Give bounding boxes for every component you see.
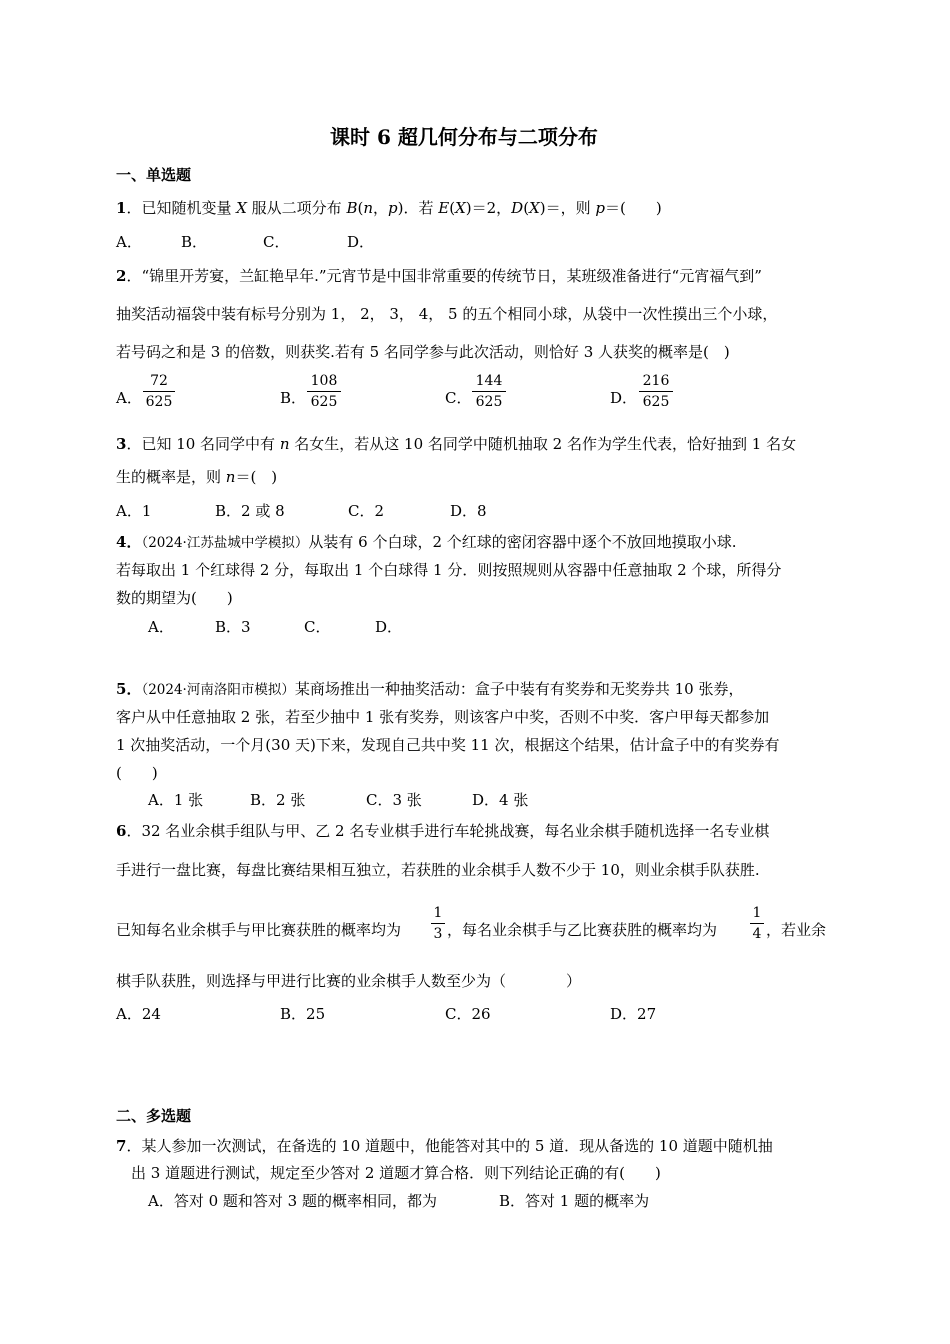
q1-text: )．若: [397, 199, 439, 217]
question-number: 6: [116, 822, 127, 840]
q1-var: D: [511, 199, 524, 217]
q1-var: B: [346, 199, 358, 217]
denominator: 625: [145, 394, 173, 410]
q3-option-c: C．2: [348, 502, 385, 520]
q1-text: )＝2，: [465, 199, 512, 217]
q6-fraction-2: [750, 906, 764, 941]
q1-var: p: [595, 199, 605, 217]
number-dot: ．: [126, 533, 142, 551]
q2-text: ．“锦里开芳宴，兰缸艳早年.”元宵节是中国非常重要的传统节日，某班级准备进行“元宵福气到”: [126, 267, 762, 285]
q4-option-c: C．: [304, 618, 331, 636]
q3-option-a: A．1: [116, 502, 152, 520]
q4-source: （2024·江苏盐城中学模拟）: [141, 535, 309, 551]
question-number: 2: [116, 267, 127, 285]
q6-text: ．32 名业余棋手组队与甲、乙 2 名专业棋手进行车轮挑战赛，每名业余棋手随机选择一名专业棋: [126, 822, 770, 840]
question-5-line-1: [116, 680, 744, 698]
q6-fraction-1: [431, 906, 445, 941]
q2-option-d-fraction: [639, 374, 673, 409]
q7-option-a: A．答对 0 题和答对 3 题的概率相同，都为: [148, 1192, 437, 1210]
q1-var: X: [529, 199, 540, 217]
q2-option-a-fraction: [143, 374, 175, 409]
question-2-line-1: [116, 267, 762, 285]
question-number: 3: [116, 435, 127, 453]
q1-text: ．已知随机变量: [126, 199, 237, 217]
question-6-line-2: 手进行一盘比赛，每盘比赛结果相互独立，若获胜的业余棋手人数不少于 10，则业余棋手队获胜.: [116, 861, 760, 879]
q6-option-b: B．25: [280, 1005, 326, 1023]
question-4-line-2: 若每取出 1 个红球得 2 分，每取出 1 个白球得 1 分．则按照规则从容器中任意抽取 2 个球，所得分: [116, 561, 782, 579]
denominator: 3: [433, 926, 443, 942]
section-heading-single: 一、单选题: [116, 166, 192, 184]
q7-option-b: B．答对 1 题的概率为: [499, 1192, 650, 1210]
question-3-line-2: [116, 468, 277, 486]
question-number: 4: [116, 533, 127, 551]
question-3-line-1: [116, 435, 796, 453]
numerator: 1: [752, 905, 762, 921]
q1-text: (: [449, 199, 456, 217]
numerator: 108: [310, 373, 338, 389]
q3-var: n: [225, 468, 236, 486]
question-6-line-1: [116, 822, 769, 840]
q1-text: (: [523, 199, 530, 217]
q3-text: ．已知 10 名同学中有: [126, 435, 280, 453]
q2-option-c-fraction: [472, 374, 506, 409]
denominator: 625: [310, 394, 338, 410]
question-6-line-4: 棋手队获胜，则选择与甲进行比赛的业余棋手人数至少为（ ）: [116, 972, 582, 990]
q2-option-d-label: D．: [610, 389, 638, 407]
numerator: 144: [475, 373, 503, 389]
section-heading-multi: 二、多选题: [116, 1107, 192, 1125]
q2-option-a-label: A．: [116, 389, 142, 407]
question-7-line-1: [116, 1137, 773, 1155]
q6-option-c: C．26: [445, 1005, 491, 1023]
numerator: 216: [642, 373, 670, 389]
question-6-line-3a: 已知每名业余棋手与甲比赛获胜的概率均为: [116, 921, 402, 939]
q3-var: n: [279, 435, 290, 453]
denominator: 625: [475, 394, 503, 410]
q1-var: X: [236, 199, 247, 217]
q1-option-d: D．: [347, 233, 375, 251]
q5-option-d: D．4 张: [472, 791, 529, 809]
q5-source: （2024·河南洛阳市模拟）: [141, 682, 295, 698]
q6-option-a: A．24: [116, 1005, 161, 1023]
q1-var: X: [455, 199, 466, 217]
question-number: 5: [116, 680, 127, 698]
q1-text: 服从二项分布: [246, 199, 347, 217]
q4-option-b: B．3: [215, 618, 251, 636]
question-number: 7: [116, 1137, 127, 1155]
q4-text: 从装有 6 个白球，2 个红球的密闭容器中逐个不放回地摸取小球.: [308, 533, 737, 551]
q1-option-a: A．: [116, 233, 142, 251]
question-4-line-3: 数的期望为( ): [116, 589, 233, 607]
q3-option-b: B．2 或 8: [215, 502, 285, 520]
question-5-line-3: 1 次抽奖活动，一个月(30 天)下来，发现自己共中奖 11 次，根据这个结果，估计盒子中的有奖券有: [116, 736, 780, 754]
q1-text: )＝，则: [539, 199, 596, 217]
question-6-line-3b: ，每名业余棋手与乙比赛获胜的概率均为: [447, 921, 718, 939]
q3-option-d: D．8: [450, 502, 487, 520]
page-title: 课时 6 超几何分布与二项分布: [330, 125, 598, 149]
q1-var: p: [388, 199, 398, 217]
numerator: 1: [433, 905, 443, 921]
question-4-line-1: [116, 533, 737, 551]
question-5-line-4: ( ): [116, 764, 158, 782]
q4-option-d: D．: [375, 618, 403, 636]
question-2-line-3: 若号码之和是 3 的倍数，则获奖.若有 5 名同学参与此次活动，则恰好 3 人获奖的概率是( ): [116, 343, 730, 361]
q5-option-b: B．2 张: [250, 791, 306, 809]
q6-option-d: D．27: [610, 1005, 657, 1023]
question-number: 1: [116, 199, 127, 217]
q2-option-b-fraction: [307, 374, 341, 409]
q1-option-c: C．: [263, 233, 290, 251]
q5-text: 某商场推出一种抽奖活动：盒子中装有有奖券和无奖券共 10 张券，: [294, 680, 744, 698]
q2-option-b-label: B．: [280, 389, 307, 407]
q5-option-c: C．3 张: [366, 791, 422, 809]
question-5-line-2: 客户从中任意抽取 2 张，若至少抽中 1 张有奖券，则该客户中奖，否则不中奖．客户甲每天都参加: [116, 708, 770, 726]
question-1: [116, 199, 662, 217]
q7-text: ．某人参加一次测试，在备选的 10 道题中，他能答对其中的 5 道．现从备选的 10 道题中随机抽: [126, 1137, 773, 1155]
numerator: 72: [150, 373, 168, 389]
q3-text: ＝( ): [235, 468, 278, 486]
q1-option-b: B．: [181, 233, 208, 251]
q1-var: n: [363, 199, 374, 217]
q5-option-a: A．1 张: [148, 791, 204, 809]
denominator: 625: [642, 394, 670, 410]
question-6-line-3c: ，若业余: [766, 921, 827, 939]
denominator: 4: [752, 926, 762, 942]
number-dot: ．: [126, 680, 142, 698]
q1-text: ，: [373, 199, 389, 217]
question-2-line-2: 抽奖活动福袋中装有标号分别为 1， 2， 3， 4， 5 的五个相同小球，从袋中一次性摸出三个小球，: [116, 305, 778, 323]
q1-var: E: [438, 199, 450, 217]
q2-option-c-label: C．: [445, 389, 472, 407]
q1-text: ＝( ): [604, 199, 662, 217]
q1-text: (: [357, 199, 364, 217]
q3-text: 生的概率是，则: [116, 468, 226, 486]
q3-text: 名女生，若从这 10 名同学中随机抽取 2 名作为学生代表，恰好抽到 1 名女: [289, 435, 797, 453]
q4-option-a: A．: [148, 618, 174, 636]
question-7-line-2: 出 3 道题进行测试，规定至少答对 2 道题才算合格．则下列结论正确的有( ): [131, 1164, 661, 1182]
